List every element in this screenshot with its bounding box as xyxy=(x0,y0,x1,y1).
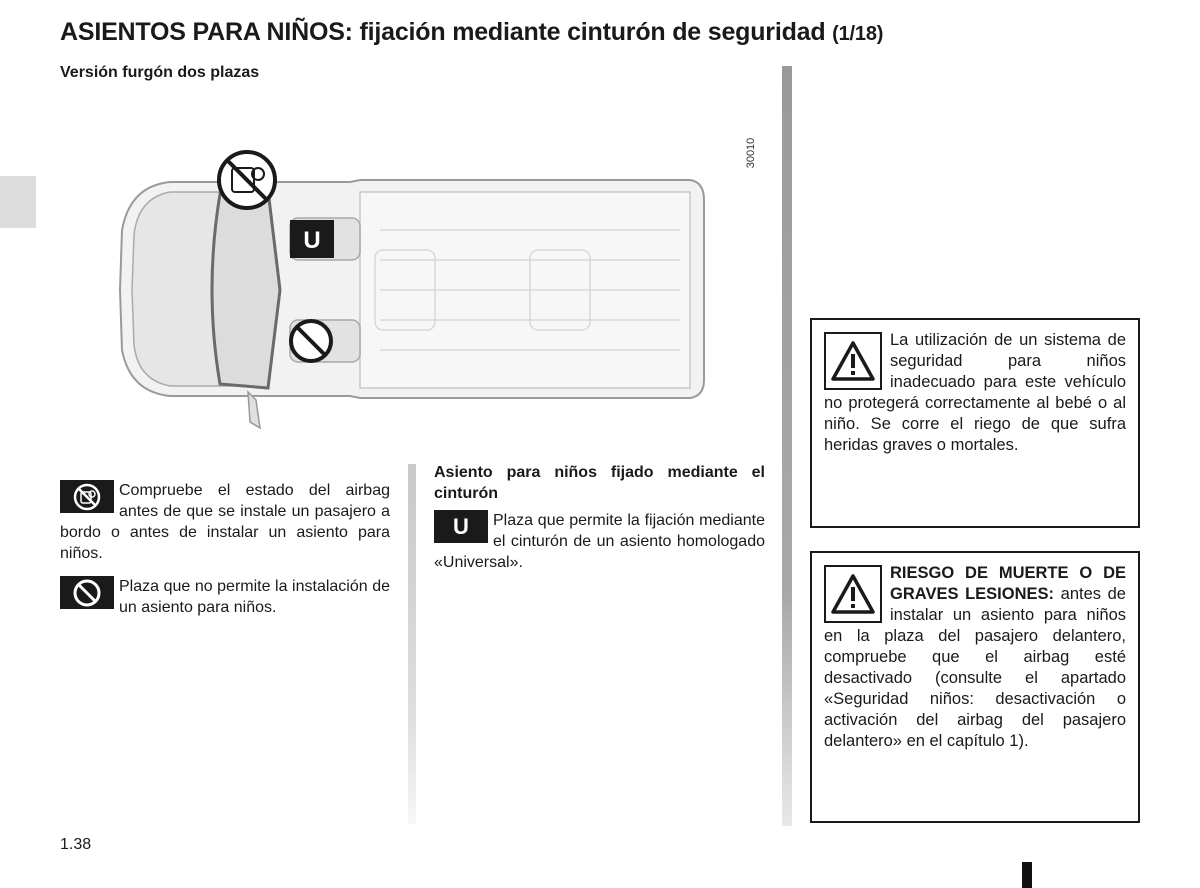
u-paragraph xyxy=(434,510,765,573)
warning-2-heading: RIESGO DE MUERTE O DE GRAVES LESIONES: xyxy=(890,564,1126,603)
warning-1-text: La utilización de un sistema de seguridad para niños inadecuado para este vehículo no protegerá correctamente al bebé o al niño. Se corre el riego de que sufra heridas graves o mortales. xyxy=(824,331,1126,454)
universal-seat-icon: U xyxy=(434,510,488,543)
page-title-main: ASIENTOS PARA NIÑOS: fijación mediante cinturón de seguridad xyxy=(60,18,826,46)
prohibited-text: Plaza que no permite la instalación de un asiento para niños. xyxy=(119,578,390,616)
airbag-paragraph xyxy=(60,480,390,564)
airbag-prohibited-icon xyxy=(60,480,114,513)
airbag-text: Compruebe el estado del airbag antes de que se instale un pasajero a bordo o antes de instalar un asiento para niños. xyxy=(60,482,390,562)
warning-triangle-icon xyxy=(824,565,882,623)
van-top-view-illustration xyxy=(100,130,720,440)
page-title-suffix: (1/18) xyxy=(832,23,884,45)
middle-heading: Asiento para niños fijado mediante el cinturón xyxy=(434,464,765,502)
column-divider-bar-secondary xyxy=(408,464,416,824)
illustration-code: 30010 xyxy=(745,137,757,169)
section-subtitle: Versión furgón dos plazas xyxy=(60,64,260,81)
warning-box-2 xyxy=(810,551,1140,823)
left-column xyxy=(60,480,390,630)
prohibited-paragraph xyxy=(60,576,390,618)
page-title xyxy=(60,18,883,47)
warning-triangle-icon xyxy=(824,332,882,390)
u-seat-marker-label: U xyxy=(303,227,321,254)
page-corner-mark xyxy=(1022,862,1032,888)
column-divider-bar xyxy=(782,66,792,826)
prohibited-seat-marker xyxy=(291,321,331,361)
page-number: 1.38 xyxy=(60,836,92,853)
side-tab-marker xyxy=(0,176,36,228)
u-text: Plaza que permite la fijación mediante el cinturón de un asiento homologado «Universal». xyxy=(434,512,765,571)
prohibited-icon xyxy=(60,576,114,609)
warning-box-1 xyxy=(810,318,1140,528)
warning-2-text: antes de instalar un asiento para niños en la plaza del pasajero delantero, compruebe que el airbag esté desactivado (consulte el apartado «Seguridad niños: desactivación o activación del airbag del pasajero delantero» en el capítulo 1). xyxy=(824,585,1126,750)
airbag-prohibited-marker xyxy=(219,152,275,208)
middle-column xyxy=(434,462,765,585)
